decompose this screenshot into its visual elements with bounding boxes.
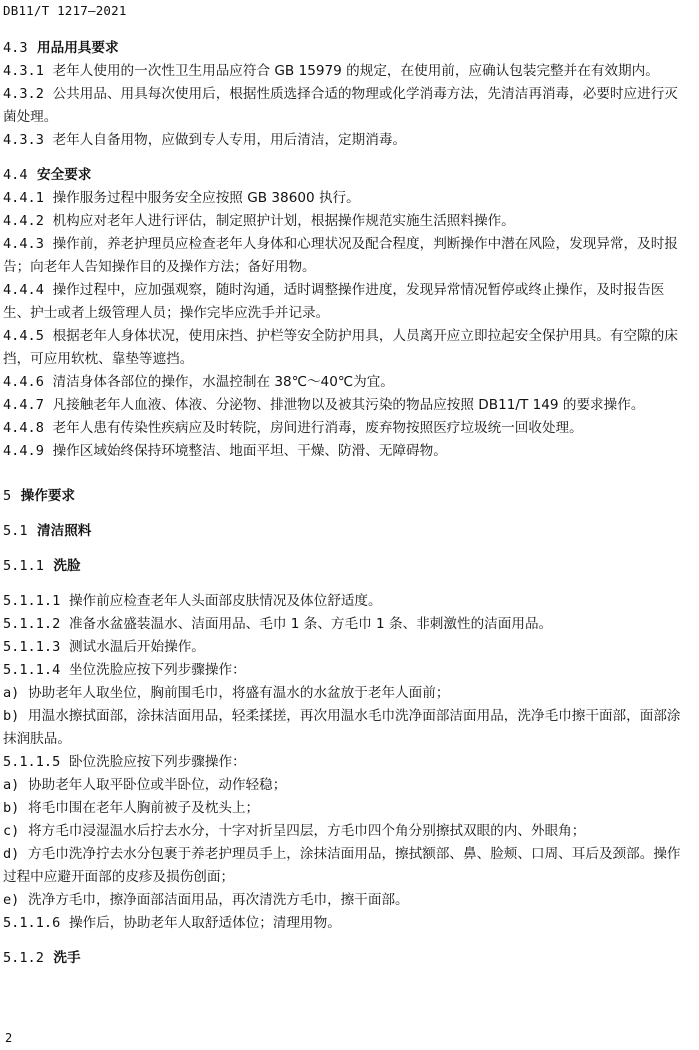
clause-text: 卧位洗脸应按下列步骤操作： bbox=[68, 754, 246, 770]
clause-text: 凡接触老年人血液、体液、分泌物、排泄物以及被其污染的物品应按照 DB11/T 149 的要求操作。 bbox=[52, 397, 645, 413]
clause-text: 坐位洗脸应按下列步骤操作： bbox=[68, 662, 246, 678]
clause-text: 将方毛巾浸湿温水后拧去水分，十字对折呈四层，方毛巾四个角分别擦拭双眼的内、外眼角； bbox=[28, 823, 586, 839]
clause-paragraph bbox=[3, 129, 689, 152]
heading-text: 操作要求 bbox=[20, 488, 76, 504]
clause-number: 5.1.1.4 bbox=[3, 662, 61, 678]
clause-number: 4.4 bbox=[3, 167, 28, 183]
section-heading bbox=[3, 520, 689, 543]
clause-number: 4.4.2 bbox=[3, 213, 44, 229]
clause-paragraph bbox=[3, 682, 689, 705]
clause-text: 协助老年人取坐位，胸前围毛巾，将盛有温水的水盆放于老年人面前； bbox=[28, 685, 450, 701]
clause-text: 用温水擦拭面部，涂抹洁面用品，轻柔揉搓，再次用温水毛巾洗净面部洁面用品，洗净毛巾擦干面部，面部涂抹润肤品。 bbox=[3, 708, 681, 747]
clause-text: 老年人患有传染性疾病应及时转院，房间进行消毒，废弃物按照医疗垃圾统一回收处理。 bbox=[52, 420, 583, 436]
clause-paragraph bbox=[3, 210, 689, 233]
clause-number: e) bbox=[3, 892, 20, 908]
clause-number: 4.4.6 bbox=[3, 374, 44, 390]
clause-paragraph bbox=[3, 417, 689, 440]
heading-text: 安全要求 bbox=[37, 167, 92, 183]
clause-text: 测试水温后开始操作。 bbox=[68, 639, 205, 655]
clause-number: 5.1.1.6 bbox=[3, 915, 61, 931]
heading-text: 洗脸 bbox=[53, 558, 81, 574]
clause-paragraph bbox=[3, 440, 689, 463]
clause-number: 5.1.1.1 bbox=[3, 593, 61, 609]
clause-number: 4.4.7 bbox=[3, 397, 44, 413]
clause-paragraph bbox=[3, 187, 689, 210]
clause-text: 根据老年人身体状况，使用床挡、护栏等安全防护用具，人员离开应立即拉起安全保护用具。有空隙的床挡，可应用软枕、靠垫等遮挡。 bbox=[3, 328, 678, 367]
clause-paragraph bbox=[3, 394, 689, 417]
block-spacer bbox=[3, 508, 689, 520]
clause-number: 4.4.1 bbox=[3, 190, 44, 206]
clause-number: 5.1.1.5 bbox=[3, 754, 61, 770]
clause-paragraph bbox=[3, 889, 689, 912]
clause-number: 4.4.5 bbox=[3, 328, 44, 344]
block-spacer bbox=[3, 543, 689, 555]
clause-number: 4.3.1 bbox=[3, 63, 44, 79]
clause-paragraph bbox=[3, 705, 689, 751]
page-number: 2 bbox=[5, 1031, 13, 1045]
section-heading bbox=[3, 555, 689, 578]
clause-number: c) bbox=[3, 823, 20, 839]
clause-text: 机构应对老年人进行评估，制定照护计划，根据操作规范实施生活照料操作。 bbox=[52, 213, 515, 229]
clause-number: b) bbox=[3, 800, 20, 816]
clause-paragraph bbox=[3, 371, 689, 394]
clause-text: 方毛巾洗净拧去水分包裹于养老护理员手上，涂抹洁面用品，擦拭额部、鼻、脸颊、口周、耳后及颈部。操作过程中应避开面部的皮疹及损伤创面； bbox=[3, 846, 681, 885]
clause-text: 将毛巾围在老年人胸前被子及枕头上； bbox=[28, 800, 260, 816]
clause-number: 4.4.3 bbox=[3, 236, 44, 252]
clause-paragraph bbox=[3, 820, 689, 843]
clause-paragraph bbox=[3, 659, 689, 682]
clause-number: 5.1.1.3 bbox=[3, 639, 61, 655]
clause-text: 操作前，养老护理员应检查老年人身体和心理状况及配合程度，判断操作中潜在风险，发现异常，及时报告；向老年人告知操作目的及操作方法；备好用物。 bbox=[3, 236, 678, 275]
clause-number: 4.3 bbox=[3, 40, 28, 56]
clause-number: d) bbox=[3, 846, 20, 862]
clause-text: 操作过程中，应加强观察，随时沟通，适时调整操作进度，发现异常情况暂停或终止操作，及时报告医生、护士或者上级管理人员；操作完毕应洗手并记录。 bbox=[3, 282, 665, 321]
heading-text: 清洁照料 bbox=[37, 523, 92, 539]
clause-paragraph bbox=[3, 797, 689, 820]
clause-paragraph bbox=[3, 279, 689, 325]
clause-number: 4.3.3 bbox=[3, 132, 44, 148]
clause-paragraph bbox=[3, 774, 689, 797]
document-header-code: DB11/T 1217—2021 bbox=[3, 3, 127, 18]
clause-paragraph bbox=[3, 325, 689, 371]
clause-number: 5.1.1.2 bbox=[3, 616, 61, 632]
section-heading bbox=[3, 37, 689, 60]
clause-paragraph bbox=[3, 60, 689, 83]
clause-number: b) bbox=[3, 708, 20, 724]
clause-number: 5 bbox=[3, 488, 12, 504]
clause-text: 老年人自备用物，应做到专人专用，用后清洁，定期消毒。 bbox=[52, 132, 407, 148]
clause-paragraph bbox=[3, 233, 689, 279]
clause-text: 清洁身体各部位的操作，水温控制在 38℃～40℃为宜。 bbox=[52, 374, 394, 390]
section-heading bbox=[3, 164, 689, 187]
section-heading bbox=[3, 947, 689, 970]
clause-number: a) bbox=[3, 685, 20, 701]
clause-paragraph bbox=[3, 751, 689, 774]
heading-text: 洗手 bbox=[53, 950, 81, 966]
clause-number: 4.4.4 bbox=[3, 282, 44, 298]
document-body bbox=[3, 37, 689, 970]
clause-text: 操作后，协助老年人取舒适体位；清理用物。 bbox=[68, 915, 341, 931]
section-heading bbox=[3, 485, 689, 508]
clause-number: 4.3.2 bbox=[3, 86, 44, 102]
clause-text: 准备水盆盛装温水、洁面用品、毛巾 1 条、方毛巾 1 条、非刺激性的洁面用品。 bbox=[68, 616, 553, 632]
block-spacer bbox=[3, 152, 689, 164]
clause-text: 公共用品、用具每次使用后，根据性质选择合适的物理或化学消毒方法，先清洁再消毒，必要时应进行灭菌处理。 bbox=[3, 86, 678, 125]
clause-number: 4.4.8 bbox=[3, 420, 44, 436]
clause-number: 5.1 bbox=[3, 523, 28, 539]
clause-paragraph bbox=[3, 83, 689, 129]
clause-text: 操作区域始终保持环境整洁、地面平坦、干燥、防滑、无障碍物。 bbox=[52, 443, 447, 459]
clause-number: 5.1.2 bbox=[3, 950, 44, 966]
clause-paragraph bbox=[3, 590, 689, 613]
clause-paragraph bbox=[3, 912, 689, 935]
clause-text: 老年人使用的一次性卫生用品应符合 GB 15979 的规定，在使用前，应确认包装完整并在有效期内。 bbox=[52, 63, 659, 79]
heading-text: 用品用具要求 bbox=[37, 40, 119, 56]
clause-text: 操作前应检查老年人头面部皮肤情况及体位舒适度。 bbox=[68, 593, 382, 609]
block-spacer bbox=[3, 935, 689, 947]
clause-number: 5.1.1 bbox=[3, 558, 44, 574]
clause-text: 操作服务过程中服务安全应按照 GB 38600 执行。 bbox=[52, 190, 360, 206]
clause-text: 洗净方毛巾，擦净面部洁面用品，再次清洗方毛巾，擦干面部。 bbox=[28, 892, 409, 908]
clause-number: a) bbox=[3, 777, 20, 793]
block-spacer bbox=[3, 578, 689, 590]
clause-paragraph bbox=[3, 843, 689, 889]
clause-text: 协助老年人取平卧位或半卧位，动作轻稳； bbox=[28, 777, 287, 793]
clause-number: 4.4.9 bbox=[3, 443, 44, 459]
block-spacer bbox=[3, 463, 689, 485]
clause-paragraph bbox=[3, 613, 689, 636]
clause-paragraph bbox=[3, 636, 689, 659]
